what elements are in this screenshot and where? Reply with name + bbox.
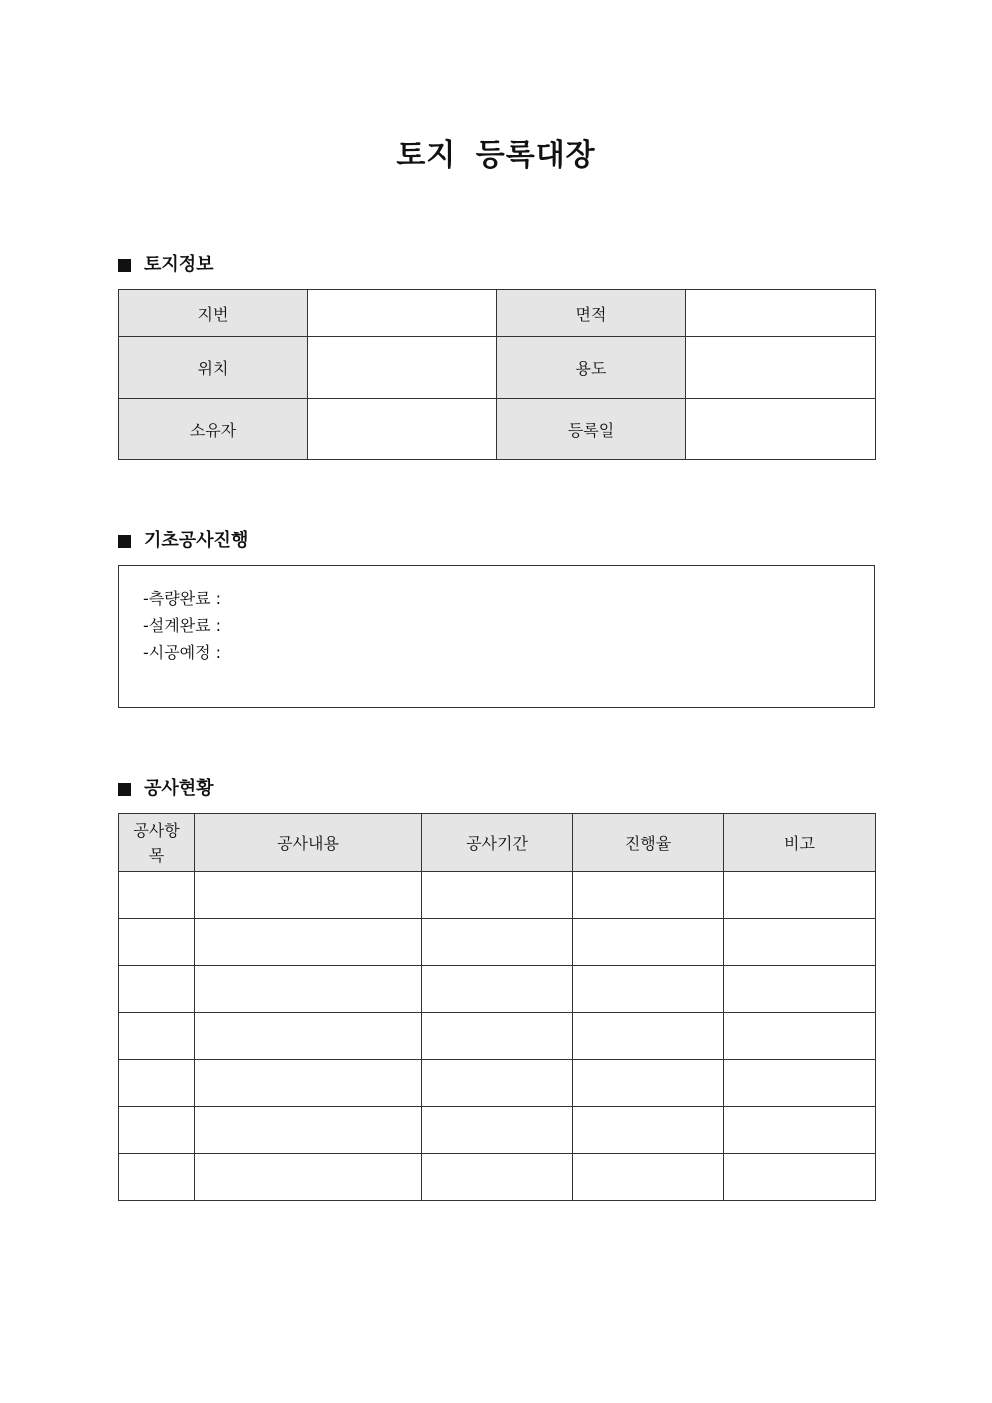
foundation-progress-heading-label: 기초공사진행 (144, 530, 249, 551)
column-header-item (119, 814, 195, 872)
table-cell[interactable] (422, 1154, 573, 1201)
table-cell[interactable] (422, 966, 573, 1013)
table-cell[interactable] (724, 1013, 876, 1060)
table-cell[interactable] (195, 919, 422, 966)
land-info-heading (118, 253, 214, 277)
land-info-row (119, 337, 876, 399)
table-cell[interactable] (573, 1013, 724, 1060)
registration-date-value[interactable] (686, 399, 876, 460)
table-row (119, 872, 876, 919)
usage-value[interactable] (686, 337, 876, 399)
column-header-period: 공사기간 (422, 814, 573, 872)
owner-label: 소유자 (119, 399, 308, 460)
table-cell[interactable] (119, 1154, 195, 1201)
land-info-row (119, 290, 876, 337)
area-label: 면적 (497, 290, 686, 337)
land-info-row (119, 399, 876, 460)
table-row (119, 1154, 876, 1201)
column-header-item-label: 공사항목 (133, 820, 180, 865)
table-cell[interactable] (195, 1154, 422, 1201)
column-header-progress: 진행율 (573, 814, 724, 872)
table-cell[interactable] (422, 872, 573, 919)
table-cell[interactable] (724, 966, 876, 1013)
construction-status-heading (118, 777, 214, 801)
table-cell[interactable] (724, 919, 876, 966)
table-row (119, 1013, 876, 1060)
table-cell[interactable] (195, 1060, 422, 1107)
table-cell[interactable] (573, 1107, 724, 1154)
table-cell[interactable] (195, 1013, 422, 1060)
table-cell[interactable] (724, 1154, 876, 1201)
construction-scheduled-line: -시공예정 : (143, 643, 222, 662)
location-label: 위치 (119, 337, 308, 399)
table-cell[interactable] (195, 1107, 422, 1154)
square-bullet-icon (118, 259, 131, 272)
table-cell[interactable] (573, 966, 724, 1013)
table-cell[interactable] (422, 1107, 573, 1154)
table-cell[interactable] (422, 1013, 573, 1060)
table-row (119, 966, 876, 1013)
column-header-content: 공사내용 (195, 814, 422, 872)
table-cell[interactable] (573, 872, 724, 919)
table-cell[interactable] (422, 919, 573, 966)
table-cell[interactable] (119, 1060, 195, 1107)
table-cell[interactable] (195, 966, 422, 1013)
table-cell[interactable] (724, 872, 876, 919)
land-info-table (118, 289, 876, 460)
table-cell[interactable] (573, 919, 724, 966)
usage-label: 용도 (497, 337, 686, 399)
square-bullet-icon (118, 783, 131, 796)
table-cell[interactable] (422, 1060, 573, 1107)
foundation-progress-lines (143, 585, 221, 666)
square-bullet-icon (118, 535, 131, 548)
table-cell[interactable] (119, 872, 195, 919)
table-cell[interactable] (119, 966, 195, 1013)
registration-date-label: 등록일 (497, 399, 686, 460)
location-value[interactable] (308, 337, 497, 399)
parcel-number-label: 지번 (119, 290, 308, 337)
owner-value[interactable] (308, 399, 497, 460)
table-cell[interactable] (195, 872, 422, 919)
table-cell[interactable] (119, 1107, 195, 1154)
table-cell[interactable] (724, 1060, 876, 1107)
table-row (119, 919, 876, 966)
table-cell[interactable] (119, 919, 195, 966)
area-value[interactable] (686, 290, 876, 337)
foundation-progress-heading (118, 529, 248, 553)
land-info-heading-label: 토지정보 (144, 254, 214, 275)
survey-complete-line: -측량완료 : (143, 589, 222, 608)
construction-status-heading-label: 공사현황 (144, 778, 214, 799)
table-cell[interactable] (119, 1013, 195, 1060)
table-row (119, 1107, 876, 1154)
table-cell[interactable] (573, 1154, 724, 1201)
table-row (119, 1060, 876, 1107)
foundation-progress-box[interactable] (118, 565, 875, 708)
table-cell[interactable] (573, 1060, 724, 1107)
table-header-row (119, 814, 876, 872)
table-cell[interactable] (724, 1107, 876, 1154)
document-title: 토지 등록대장 (396, 138, 596, 173)
parcel-number-value[interactable] (308, 290, 497, 337)
design-complete-line: -설계완료 : (143, 616, 222, 635)
construction-status-table (118, 813, 876, 1201)
column-header-remarks: 비고 (724, 814, 876, 872)
